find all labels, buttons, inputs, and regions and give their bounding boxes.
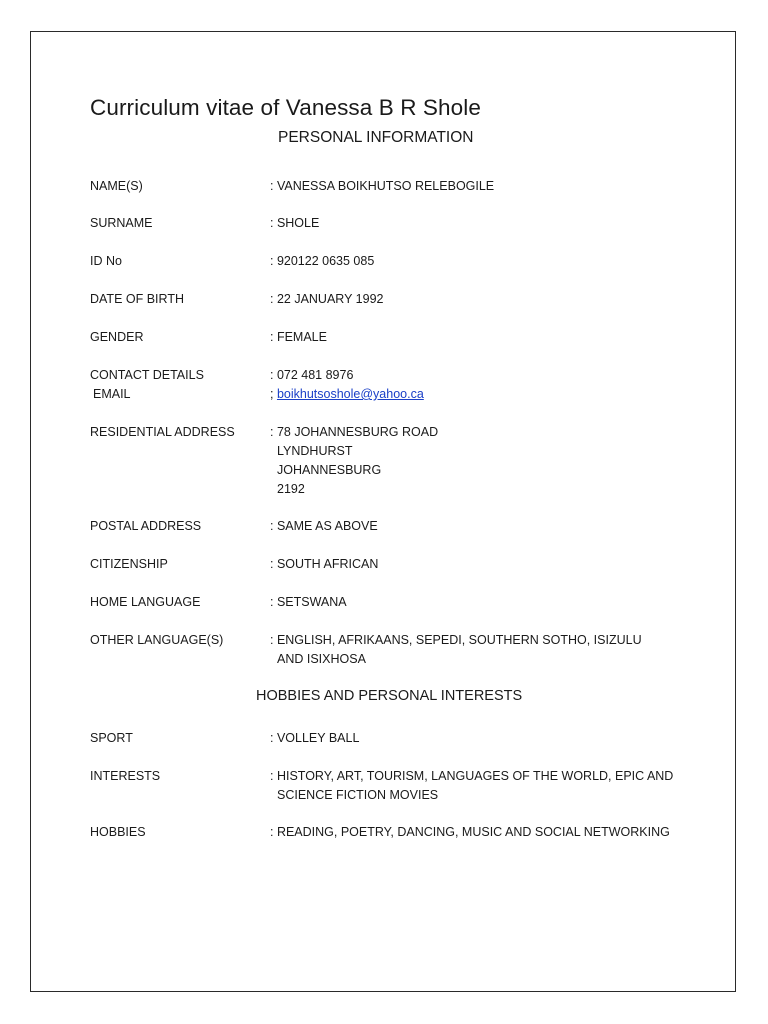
citizenship-value: : SOUTH AFRICAN bbox=[270, 557, 379, 571]
hobbies-label: HOBBIES bbox=[90, 825, 146, 839]
postal-label: POSTAL ADDRESS bbox=[90, 519, 202, 533]
interests-line-1: : HISTORY, ART, TOURISM, LANGUAGES OF THE WORLD, EPIC AND bbox=[270, 769, 674, 783]
hobbies-value: : READING, POETRY, DANCING, MUSIC AND SOCIAL NETWORKING bbox=[270, 825, 670, 839]
sport-value: : VOLLEY BALL bbox=[270, 731, 360, 745]
other-languages-value bbox=[270, 631, 642, 669]
sport-label: SPORT bbox=[90, 731, 133, 745]
interests-value bbox=[270, 767, 673, 805]
surname-label: SURNAME bbox=[90, 216, 153, 230]
address-line-3: JOHANNESBURG bbox=[277, 463, 382, 477]
address-line-1: : 78 JOHANNESBURG ROAD bbox=[270, 425, 439, 439]
document-title: Curriculum vitae of Vanessa B R Shole bbox=[90, 95, 481, 120]
surname-value: : SHOLE bbox=[270, 216, 320, 230]
id-value: : 920122 0635 085 bbox=[270, 254, 375, 268]
email-label: EMAIL bbox=[93, 387, 131, 401]
citizenship-label: CITIZENSHIP bbox=[90, 557, 168, 571]
address-label: RESIDENTIAL ADDRESS bbox=[90, 425, 235, 439]
dob-value: : 22 JANUARY 1992 bbox=[270, 292, 384, 306]
dob-label: DATE OF BIRTH bbox=[90, 292, 184, 306]
names-value: : VANESSA BOIKHUTSO RELEBOGILE bbox=[270, 179, 495, 193]
contact-value: : 072 481 8976 bbox=[270, 368, 354, 382]
interests-line-2: SCIENCE FICTION MOVIES bbox=[277, 788, 439, 802]
document-page bbox=[30, 31, 736, 992]
personal-information-heading: PERSONAL INFORMATION bbox=[278, 129, 474, 146]
interests-label: INTERESTS bbox=[90, 769, 161, 783]
other-languages-label: OTHER LANGUAGE(S) bbox=[90, 633, 224, 647]
address-line-4: 2192 bbox=[277, 482, 305, 496]
home-language-label: HOME LANGUAGE bbox=[90, 595, 201, 609]
address-value bbox=[270, 423, 438, 499]
home-language-value: : SETSWANA bbox=[270, 595, 347, 609]
email-link[interactable]: boikhutsoshole@yahoo.ca bbox=[276, 387, 424, 401]
email-prefix: ; bbox=[270, 387, 274, 401]
names-label: NAME(S) bbox=[90, 179, 143, 193]
gender-value: : FEMALE bbox=[270, 330, 327, 344]
contact-label: CONTACT DETAILS bbox=[90, 368, 204, 382]
email-value-wrap bbox=[270, 385, 424, 404]
other-languages-line-2: AND ISIXHOSA bbox=[277, 652, 366, 666]
address-line-2: LYNDHURST bbox=[277, 444, 353, 458]
gender-label: GENDER bbox=[90, 330, 144, 344]
other-languages-line-1: : ENGLISH, AFRIKAANS, SEPEDI, SOUTHERN SOTHO, ISIZULU bbox=[270, 633, 642, 647]
hobbies-heading: HOBBIES AND PERSONAL INTERESTS bbox=[256, 688, 523, 704]
id-label: ID No bbox=[90, 254, 122, 268]
postal-value: : SAME AS ABOVE bbox=[270, 519, 378, 533]
